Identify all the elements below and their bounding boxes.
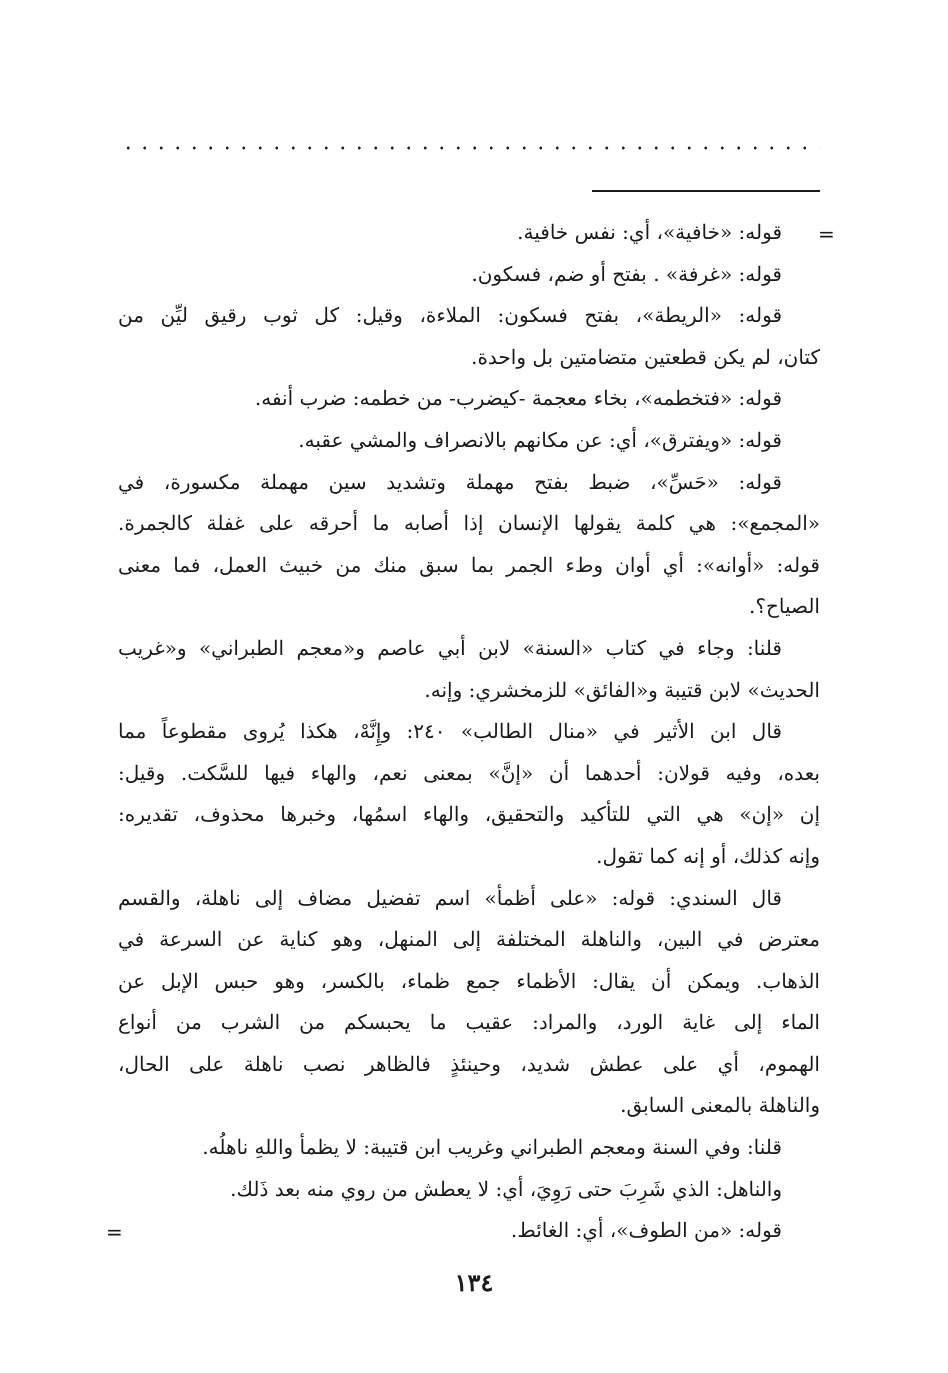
text-line: معترض في البين، والناهلة المختلفة إلى المنهل، وهو كناية عن السرعة في (118, 927, 820, 952)
continuation-mark-bottom: = (106, 1220, 123, 1244)
text-line: قوله: «خافية»، أي: نفس خافية. (517, 220, 782, 244)
text-line: قوله: «من الطوف»، أي: الغائط. (510, 1218, 782, 1243)
page-number: ١٣٤ (454, 1268, 494, 1297)
text-line: قوله: «غرفة» . بفتح أو ضم، فسكون. (471, 261, 782, 286)
text-line: والناهلة بالمعنى السابق. (620, 1093, 820, 1118)
text-line: الهموم، أي على عطش شديد، وحينئذٍ فالظاهر نصب ناهلة على الحال، (118, 1051, 820, 1076)
text-line: إن «إن» هي التي للتأكيد والتحقيق، والهاء اسمُها، وخبرها محذوف، تقديره: (118, 802, 820, 827)
text-line: قلنا: وفي السنة ومعجم الطبراني وغريب ابن قتيبة: لا يظمأ واللهِ ناهلُه. (202, 1135, 782, 1160)
footnote-rule (592, 190, 820, 192)
text-line: «المجمع»: هي كلمة يقولها الإنسان إذا أصابه ما أحرقه على غفلة كالجمرة. (118, 511, 820, 536)
dotted-separator (120, 146, 820, 150)
text-line: قوله: «حَسِّ»، ضبط بفتح مهملة وتشديد سين مهملة مكسورة، في (118, 469, 782, 494)
text-line: بعده، وفيه قولان: أحدهما أن «إنَّ» بمعنى نعم، والهاء فيها للسَّكت. وقيل: (118, 760, 820, 785)
text-line: الذهاب. ويمكن أن يقال: الأظماء جمع ظماء، بالكسر، وهو حبس الإبل عن (118, 968, 820, 993)
text-line: قال ابن الأثير في «منال الطالب» ٢٤٠: وإِنَّهْ، هكذا يُروى مقطوعاً مما (118, 719, 782, 744)
text-line: الماء إلى غاية الورد، والمراد: عقيب ما يحبسكم من الشرب من أنواع (118, 1010, 820, 1035)
text-line: الصياح؟. (748, 594, 820, 619)
text-line: قوله: «ويفترق»، أي: عن مكانهم بالانصراف والمشي عقبه. (298, 427, 782, 452)
text-line: كتان، لم يكن قطعتين متضامتين بل واحدة. (471, 344, 820, 369)
text-line: الحديث» لابن قتيبة و«الفائق» للزمخشري: وإنه. (424, 677, 820, 702)
text-line: وإنه كذلك، أو إنه كما تقول. (596, 843, 820, 868)
text-line: والناهل: الذي شَرِبَ حتى رَوِيَ، أي: لا يعطش من روي منه بعد ذَلك. (230, 1176, 782, 1201)
text-line: قلنا: وجاء في كتاب «السنة» لابن أبي عاصم و«معجم الطبراني» و«غريب (118, 635, 782, 660)
continuation-mark-top: = (818, 222, 835, 246)
text-line: قال السندي: قوله: «على أظمأ» اسم تفضيل مضاف إلى ناهلة، والقسم (118, 885, 782, 910)
text-line: قوله: «الريطة»، بفتح فسكون: الملاءة، وقيل: كل ثوب رقيق ليِّن من (118, 303, 782, 328)
footnote-text (118, 212, 820, 1252)
text-line: قوله: «فتخطمه»، بخاء معجمة -كيضرب- من خطمه: ضرب أنفه. (254, 386, 782, 411)
text-line: قوله: «أوانه»: أي أوان وطء الجمر بما سبق منك من خبيث العمل، فما معنى (118, 552, 820, 577)
